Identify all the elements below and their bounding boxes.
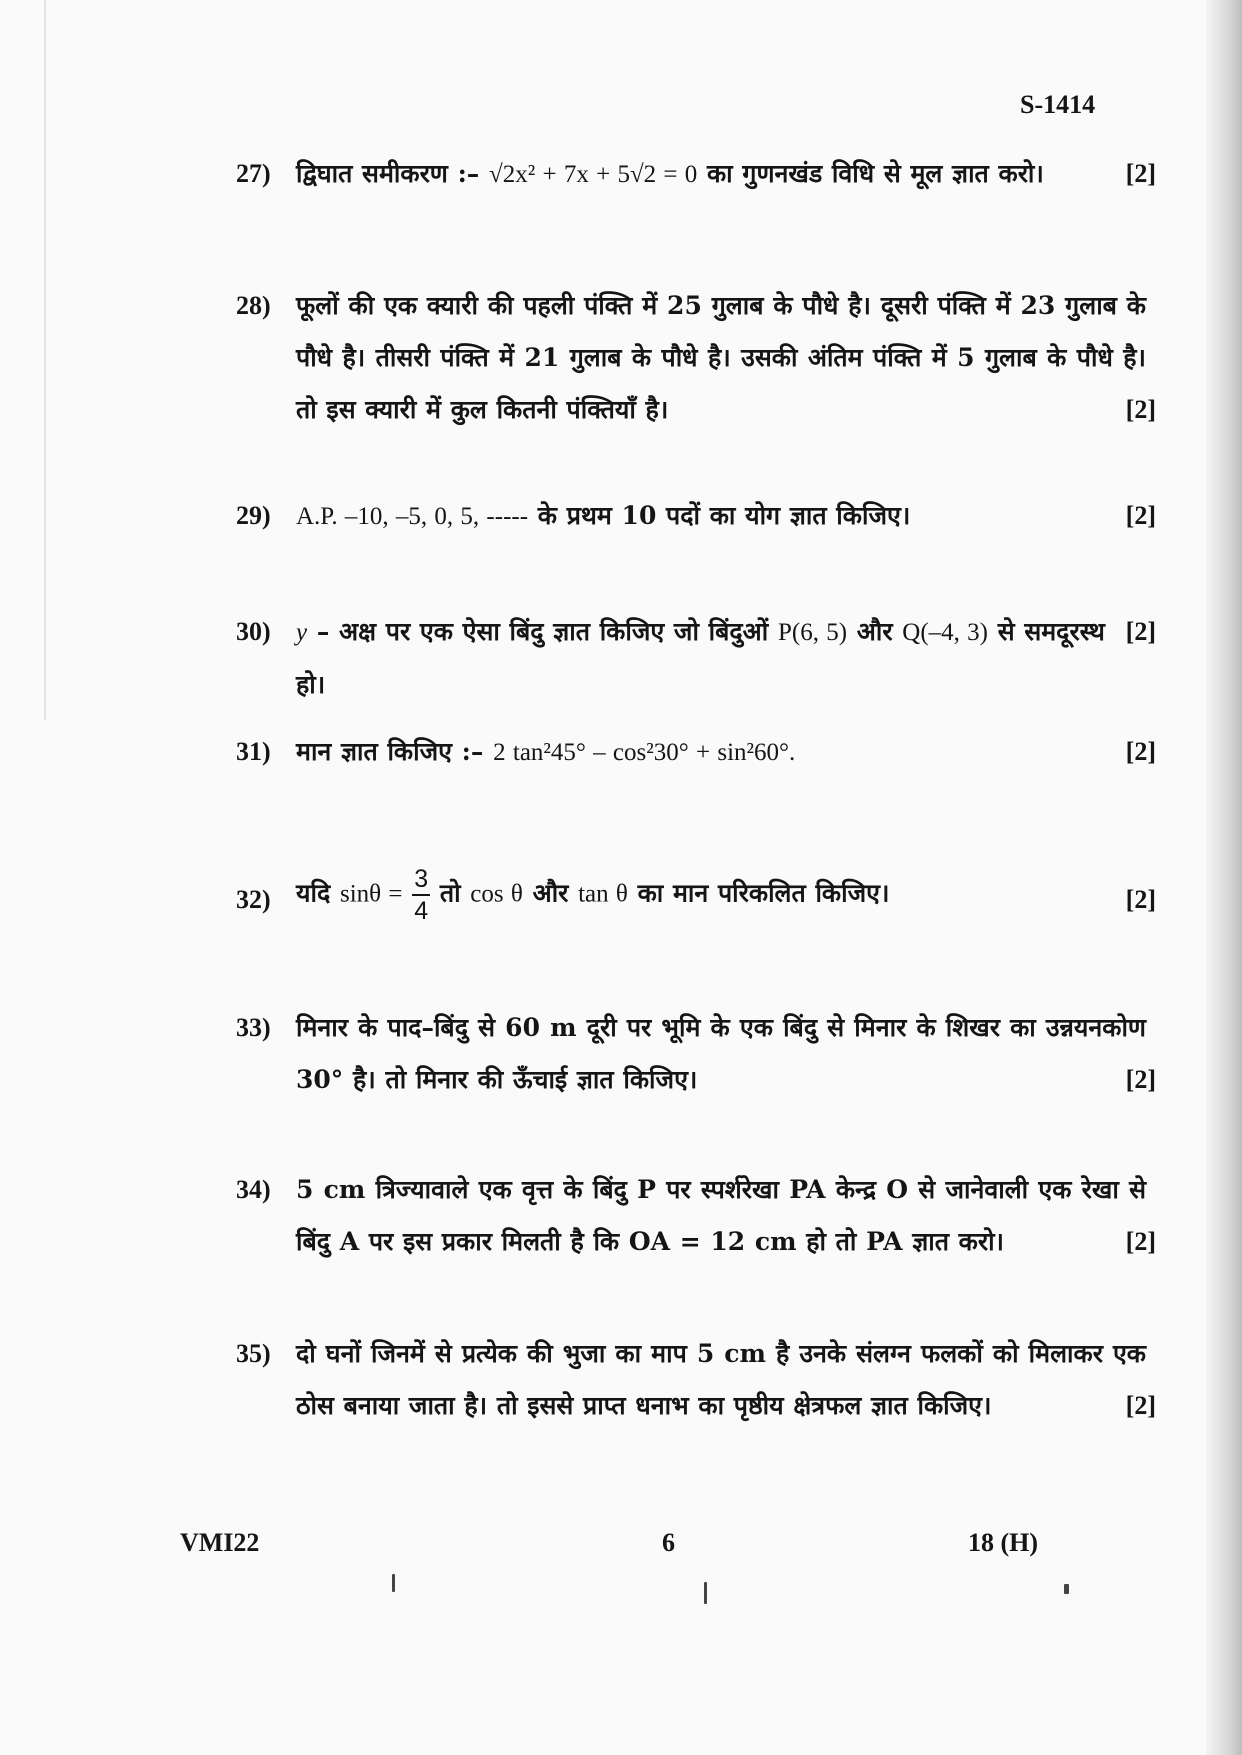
question-number: 31) xyxy=(236,737,271,766)
question-text: y – अक्ष पर एक ऐसा बिंदु ज्ञात किजिए जो बिंदुओं P(6, 5) और Q(–4, 3) से समदूरस्थ हो। xyxy=(296,617,1105,699)
marks: [2] xyxy=(1125,885,1156,914)
question-32 xyxy=(236,864,1156,926)
question-number: 35) xyxy=(236,1339,271,1368)
question-text: यदि sinθ = $\frac{3}{4}$ तो cos θ और tan θ का मान परिकलित किजिए। xyxy=(296,865,890,925)
question-text: मान ज्ञात किजिए :– 2 tan²45° – cos²30° + sin²60°. xyxy=(296,737,796,766)
marks: [2] xyxy=(1125,395,1156,424)
question-text: मिनार के पाद–बिंदु से 60 m दूरी पर भूमि के एक बिंदु से मिनार के शिखर का उन्नयनकोण 30° है। तो मिनार की ऊँचाई ज्ञात किजिए। xyxy=(296,1013,1146,1094)
question-31 xyxy=(236,726,1156,779)
question-text: द्विघात समीकरण :– √2x² + 7x + 5√2 = 0 का गुणनखंड विधि से मूल ज्ञात करो। xyxy=(296,159,1044,188)
marks: [2] xyxy=(1125,1391,1156,1420)
question-text: फूलों की एक क्यारी की पहली पंक्ति में 25 गुलाब के पौधे है। दूसरी पंक्ति में 23 गुलाब के पौधे है। तीसरी पंक्ति में 21 गुलाब के पौधे है। उसकी अंतिम पंक्ति में 5 गुलाब के पौधे है। तो इस क्यारी में कुल कितनी पंक्तियाँ है। xyxy=(296,291,1146,424)
marks: [2] xyxy=(1125,1227,1156,1256)
scan-shadow-right xyxy=(1206,0,1242,1755)
marks: [2] xyxy=(1125,617,1156,646)
question-34 xyxy=(236,1164,1156,1268)
question-30 xyxy=(236,606,1156,711)
marks: [2] xyxy=(1125,501,1156,530)
question-number: 28) xyxy=(236,291,271,320)
marks: [2] xyxy=(1125,737,1156,766)
fraction: $\frac{3}{4}$ xyxy=(414,865,429,925)
question-33 xyxy=(236,1002,1156,1106)
question-27 xyxy=(236,148,1156,201)
footer-code: VMI22 xyxy=(180,1528,260,1557)
scan-speck xyxy=(392,1574,395,1592)
question-text: दो घनों जिनमें से प्रत्येक की भुजा का माप 5 cm है उनके संलग्न फलकों को मिलाकर एक ठोस बनाया जाता है। तो इससे प्राप्त धनाभ का पृष्ठीय क्षेत्रफल ज्ञात किजिए। xyxy=(296,1339,1146,1420)
scan-speck xyxy=(1064,1584,1069,1594)
equation: √2x² + 7x + 5√2 = 0 xyxy=(489,161,698,188)
question-28 xyxy=(236,280,1156,436)
footer-language-set: 18 (H) xyxy=(968,1528,1039,1557)
question-text: A.P. –10, –5, 0, 5, ----- के प्रथम 10 पदों का योग ज्ञात किजिए। xyxy=(296,501,911,530)
trig-expression: 2 tan²45° – cos²30° + sin²60°. xyxy=(493,739,796,766)
arithmetic-progression: A.P. –10, –5, 0, 5, ----- xyxy=(296,503,529,530)
marks: [2] xyxy=(1125,1065,1156,1094)
question-number: 32) xyxy=(236,885,271,914)
question-number: 34) xyxy=(236,1175,271,1204)
question-29 xyxy=(236,490,1156,543)
question-text: 5 cm त्रिज्यावाले एक वृत्त के बिंदु P पर स्पर्शरेखा PA केन्द्र O से जानेवाली एक रेखा से बिंदु A पर इस प्रकार मिलती है कि OA = 12 cm हो तो PA ज्ञात करो। xyxy=(296,1175,1146,1256)
question-35 xyxy=(236,1328,1156,1432)
paper-code: S-1414 xyxy=(1020,90,1096,119)
scan-speck xyxy=(704,1582,707,1604)
page-number: 6 xyxy=(662,1528,675,1557)
question-number: 29) xyxy=(236,501,271,530)
question-number: 33) xyxy=(236,1013,271,1042)
question-number: 27) xyxy=(236,159,271,188)
question-number: 30) xyxy=(236,617,271,646)
marks: [2] xyxy=(1125,159,1156,188)
scan-shadow-left xyxy=(44,0,46,720)
